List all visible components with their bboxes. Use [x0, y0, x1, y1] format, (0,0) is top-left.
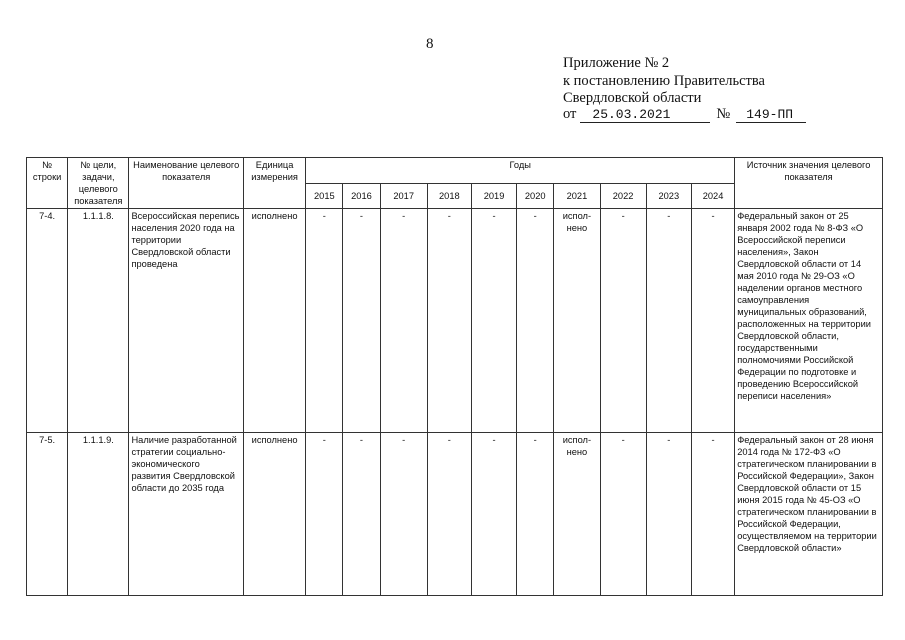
indicator-name: Всероссийская перепись населения 2020 года на территории Свердловской области проведена	[129, 209, 244, 433]
header-year: 2024	[691, 184, 734, 209]
indicator-name: Наличие разработанной стратегии социально-экономического развития Свердловской области до 2035 года	[129, 433, 244, 596]
number-label: №	[716, 106, 731, 122]
header-goal-no: № цели, задачи, целевого показателя	[68, 158, 129, 209]
year-value: -	[600, 433, 646, 596]
year-value: -	[646, 433, 691, 596]
year-value: -	[646, 209, 691, 433]
header-source: Источник значения целевого показателя	[735, 158, 883, 209]
appendix-header	[563, 55, 765, 108]
year-value: -	[517, 433, 554, 596]
header-year: 2021	[554, 184, 600, 209]
year-value: -	[380, 433, 427, 596]
year-value: -	[691, 433, 734, 596]
table-row	[27, 209, 883, 433]
header-year: 2017	[380, 184, 427, 209]
appendix-region-line: Свердловской области	[563, 90, 702, 106]
goal-number: 1.1.1.9.	[68, 433, 129, 596]
table-row	[27, 433, 883, 596]
year-value: -	[306, 433, 343, 596]
header-year: 2023	[646, 184, 691, 209]
year-value: -	[380, 209, 427, 433]
appendix-decree-line: к постановлению Правительства	[563, 72, 765, 89]
header-indicator-name: Наименование целевого показателя	[129, 158, 244, 209]
from-label: от	[563, 106, 577, 122]
year-value: -	[427, 209, 471, 433]
header-year: 2022	[600, 184, 646, 209]
appendix-title: Приложение № 2	[563, 55, 670, 71]
decree-date-number	[563, 106, 806, 123]
year-value: -	[343, 209, 380, 433]
header-year: 2019	[471, 184, 516, 209]
source-text: Федеральный закон от 28 июня 2014 года № 172-ФЗ «О стратегическом планировании в Российской Федерации», Закон Свердловской области от 15 июня 2015 года № 45-ОЗ «О стратегическом планировании в Российской Федерации, осуществляемом на территории Свердловской области»	[735, 433, 883, 596]
row-number: 7-5.	[27, 433, 68, 596]
year-value: испол-нено	[554, 209, 600, 433]
year-value: испол-нено	[554, 433, 600, 596]
year-value: -	[691, 209, 734, 433]
table-header-row	[27, 158, 883, 184]
header-row-no: № строки	[27, 158, 68, 209]
header-years-group: Годы	[306, 158, 735, 184]
decree-number: 149-ПП	[736, 107, 806, 123]
year-value: -	[471, 209, 516, 433]
header-year: 2018	[427, 184, 471, 209]
header-year: 2016	[343, 184, 380, 209]
year-value: -	[471, 433, 516, 596]
indicators-table	[26, 157, 883, 596]
unit: исполнено	[243, 433, 305, 596]
decree-date: 25.03.2021	[580, 107, 710, 123]
year-value: -	[600, 209, 646, 433]
unit: исполнено	[243, 209, 305, 433]
header-year: 2020	[517, 184, 554, 209]
header-year: 2015	[306, 184, 343, 209]
year-value: -	[343, 433, 380, 596]
year-value: -	[427, 433, 471, 596]
goal-number: 1.1.1.8.	[68, 209, 129, 433]
row-number: 7-4.	[27, 209, 68, 433]
year-value: -	[306, 209, 343, 433]
source-text: Федеральный закон от 25 января 2002 года № 8-ФЗ «О Всероссийской переписи населения», Закон Свердловской области от 14 мая 2010 года № 29-ОЗ «О наделении органов местного самоуправления муниципальных образований, расположенных на территории Свердловской области, государственными полномочиями Российской Федерации по подготовке и проведению Всероссийской переписи населения»	[735, 209, 883, 433]
year-value: -	[517, 209, 554, 433]
page-number: 8	[426, 36, 434, 52]
header-unit: Единица измерения	[243, 158, 305, 209]
